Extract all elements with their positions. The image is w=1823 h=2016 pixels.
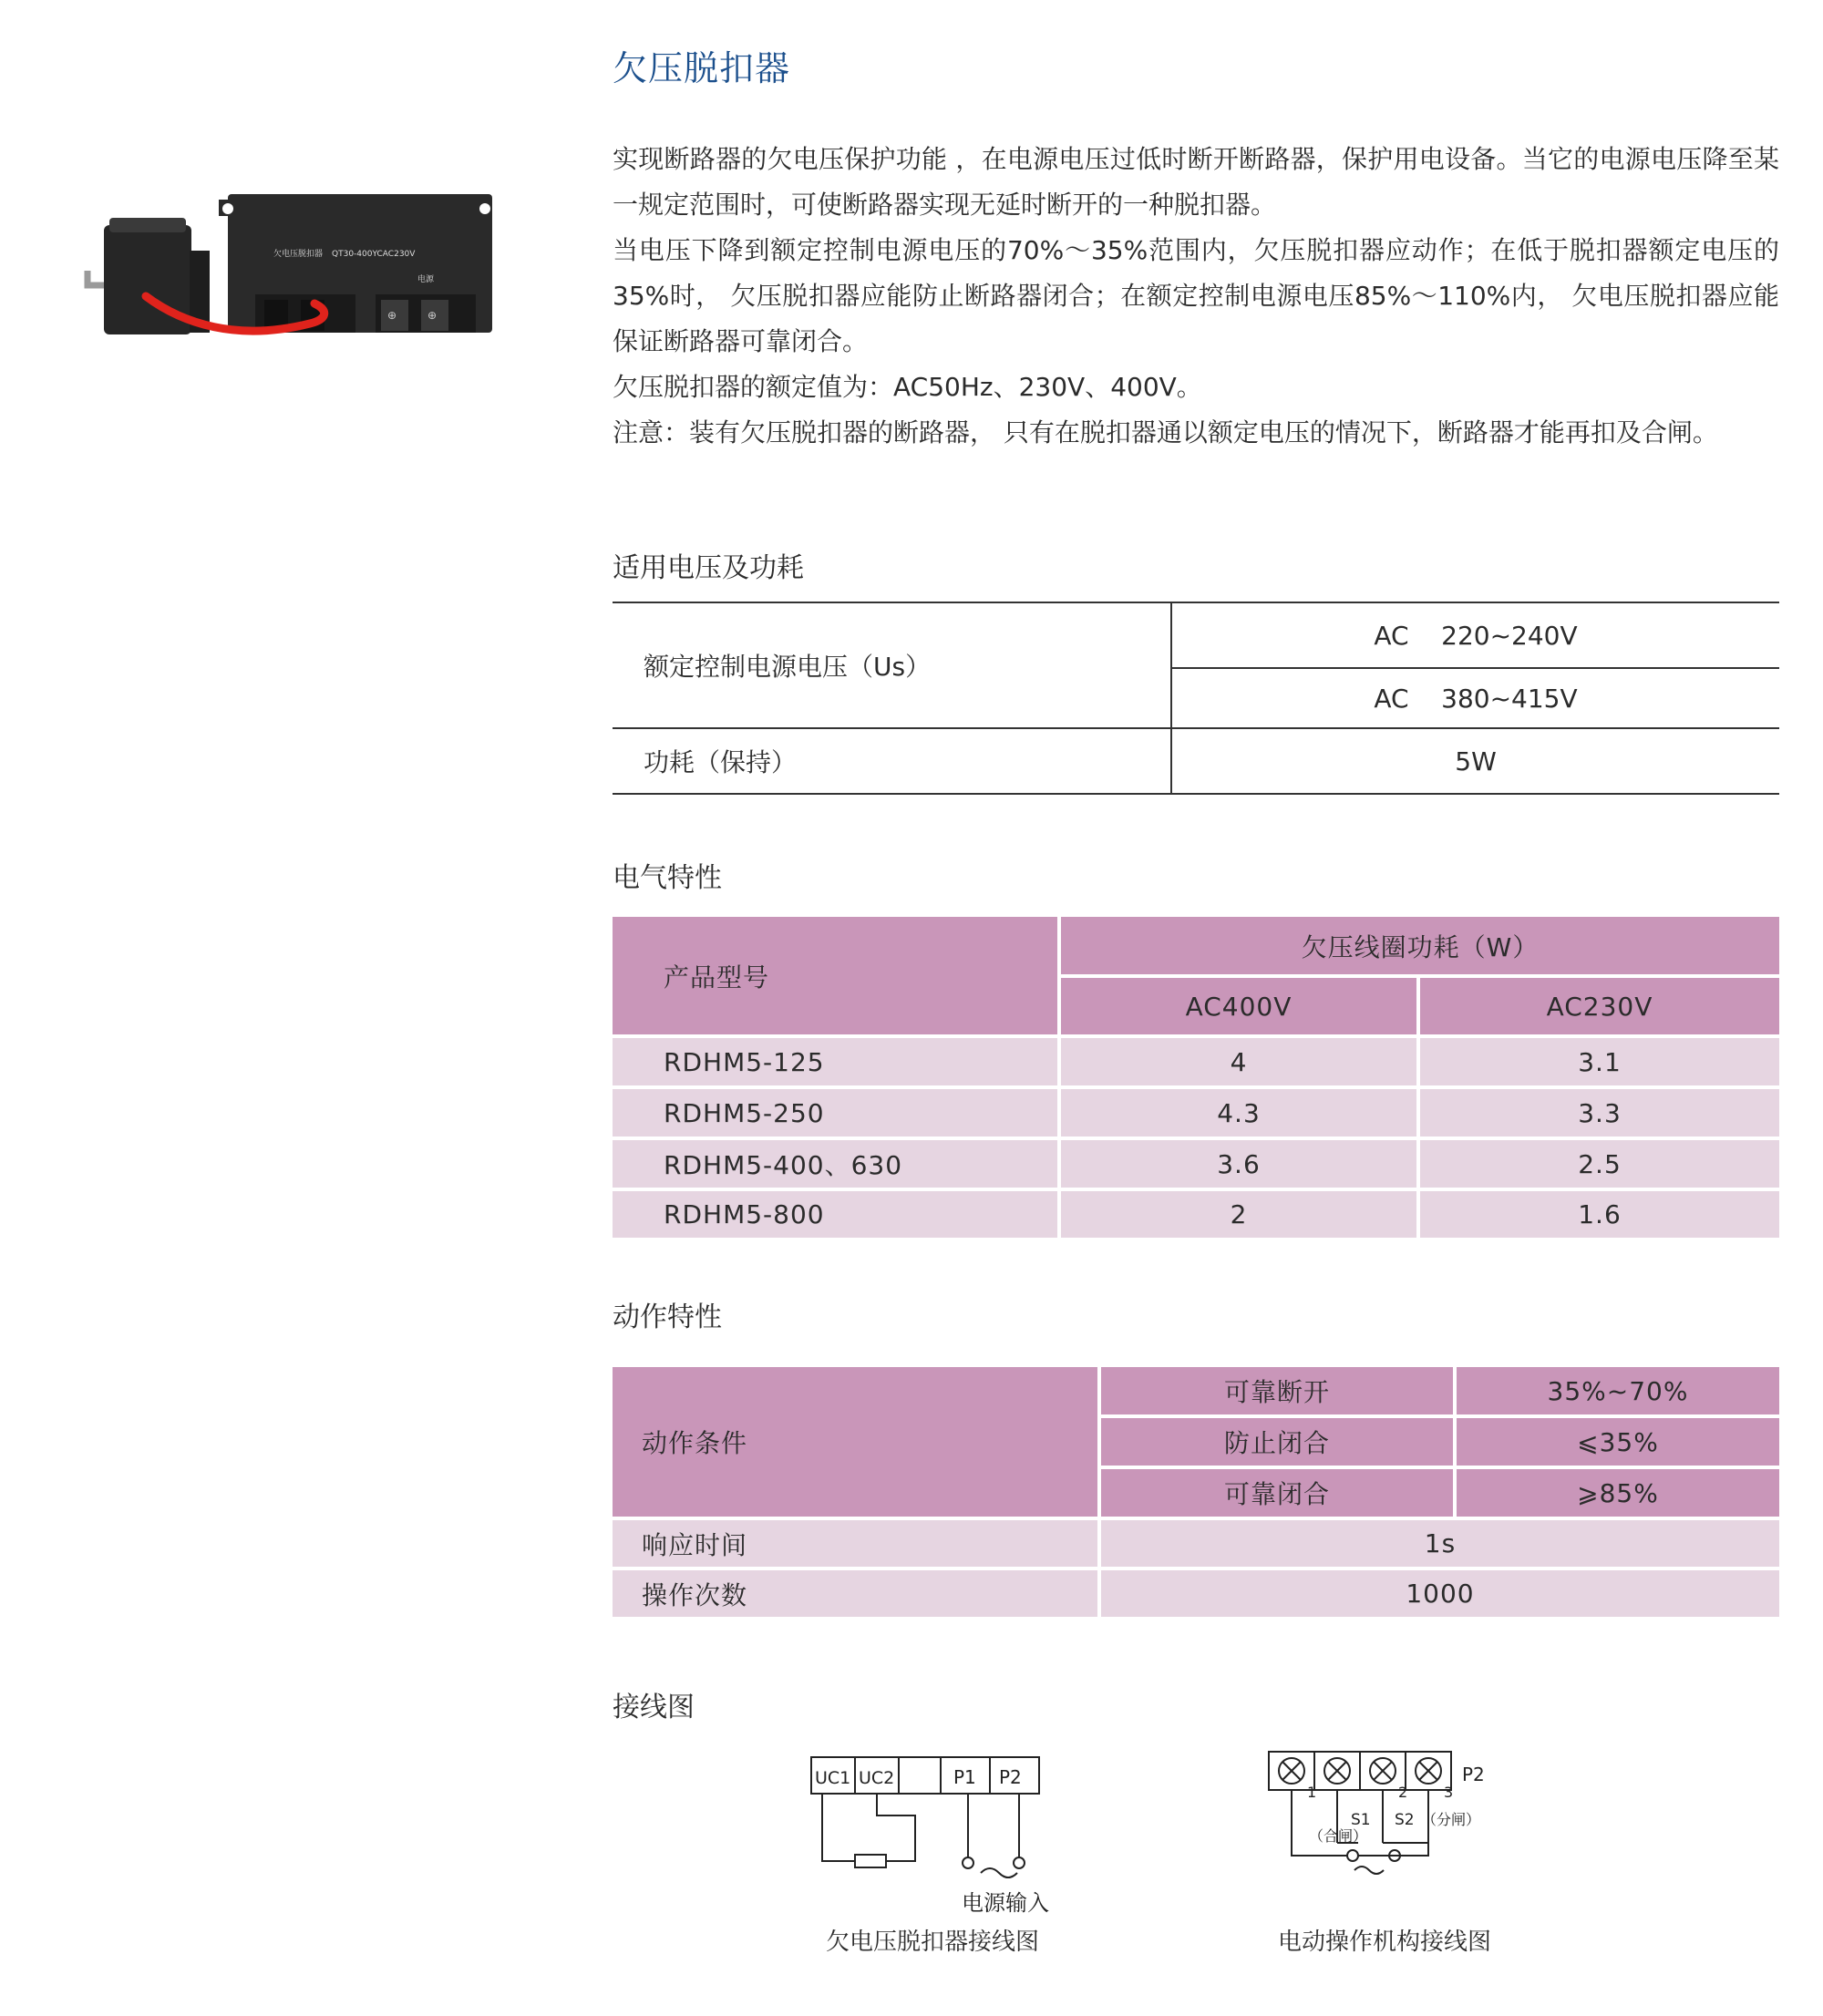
coil-power-header: 欠压线圈功耗（W） xyxy=(1061,917,1779,974)
description-paragraph: 欠压脱扣器的额定值为：AC50Hz、230V、400V。 xyxy=(613,372,1202,402)
table-cell-ac400: 4.3 xyxy=(1061,1089,1416,1137)
power-input-label: 电源输入 xyxy=(962,1890,1049,1916)
action-table xyxy=(613,1367,1779,1617)
voltage-value: AC 220~240V xyxy=(1374,620,1578,651)
page-title: 欠压脱扣器 xyxy=(613,48,791,88)
motor-operator-wiring-diagram xyxy=(1258,1744,1522,1908)
svg-text:⊕: ⊕ xyxy=(387,309,397,322)
response-time-value: 1s xyxy=(1101,1520,1779,1567)
terminal-number: 2 xyxy=(1398,1784,1408,1801)
switch-s2-label: S2 xyxy=(1395,1811,1415,1829)
power-label: 功耗（保持） xyxy=(644,747,798,777)
svg-text:⊕: ⊕ xyxy=(427,309,438,322)
description-paragraph: 注意：装有欠压脱扣器的断路器， 只有在脱扣器通以额定电压的情况下，断路器才能再扣及合闸。 xyxy=(613,417,1718,447)
table-cell-model: RDHM5-800 xyxy=(613,1191,1057,1238)
voltage-table xyxy=(613,602,1779,795)
condition-value: ⩽35% xyxy=(1457,1418,1779,1466)
voltage-table-heading: 适用电压及功耗 xyxy=(613,552,804,584)
wiring-heading: 接线图 xyxy=(613,1692,695,1723)
condition-label: 动作条件 xyxy=(613,1367,1097,1517)
terminal-label: P1 xyxy=(953,1766,976,1788)
product-label-text: 欠电压脱扣器 QT30-400YCAC230V xyxy=(273,250,416,259)
undervoltage-release-product-image xyxy=(82,187,492,351)
description xyxy=(613,137,1779,456)
terminal-label: UC2 xyxy=(859,1768,895,1788)
condition-name: 可靠闭合 xyxy=(1101,1469,1453,1517)
condition-name: 防止闭合 xyxy=(1101,1418,1453,1466)
undervoltage-wiring-caption: 欠电压脱扣器接线图 xyxy=(826,1929,1040,1956)
table-cell-ac230: 2.5 xyxy=(1420,1140,1779,1188)
voltage-label: 额定控制电源电压（Us） xyxy=(644,652,932,682)
description-paragraph: 实现断路器的欠电压保护功能 ，在电源电压过低时断开断路器，保护用电设备。当它的电源电压降至某一规定范围时，可使断路器实现无延时断开的一种脱扣器。 xyxy=(613,144,1779,220)
table-cell-model: RDHM5-400、630 xyxy=(613,1140,1057,1188)
table-cell-ac400: 4 xyxy=(1061,1038,1416,1085)
table-cell-ac230: 3.3 xyxy=(1420,1089,1779,1137)
action-heading: 动作特性 xyxy=(613,1301,722,1333)
electrical-heading: 电气特性 xyxy=(613,862,722,894)
table-cell-ac400: 2 xyxy=(1061,1191,1416,1238)
undervoltage-wiring-diagram xyxy=(802,1750,1094,1941)
model-header: 产品型号 xyxy=(613,917,1057,1034)
condition-name: 可靠断开 xyxy=(1101,1367,1453,1414)
response-time-label: 响应时间 xyxy=(613,1520,1097,1567)
terminal-number: 1 xyxy=(1307,1784,1317,1801)
product-power-text: 电源 xyxy=(417,275,435,284)
operation-count-value: 1000 xyxy=(1101,1570,1779,1617)
table-cell-model: RDHM5-125 xyxy=(613,1038,1057,1085)
table-cell-ac230: 3.1 xyxy=(1420,1038,1779,1085)
voltage-value: AC 380~415V xyxy=(1374,683,1578,714)
electrical-table xyxy=(613,917,1779,1238)
open-label: （分闸） xyxy=(1422,1811,1481,1828)
table-cell-ac400: 3.6 xyxy=(1061,1140,1416,1188)
operation-count-label: 操作次数 xyxy=(613,1570,1097,1617)
terminal-label: UC1 xyxy=(815,1768,851,1788)
condition-value: 35%~70% xyxy=(1457,1367,1779,1414)
ac400v-header: AC400V xyxy=(1061,978,1416,1034)
condition-value: ⩾85% xyxy=(1457,1469,1779,1517)
terminal-number: 3 xyxy=(1444,1784,1454,1801)
description-paragraph: 当电压下降到额定控制电源电压的70%～35%范围内，欠压脱扣器应动作；在低于脱扣器额定电压的35%时， 欠压脱扣器应能防止断路器闭合；在额定控制电源电压85%～110%内， 欠电压脱扣器应能保证断路器可靠闭合。 xyxy=(613,235,1779,356)
terminal-label: P2 xyxy=(999,1766,1022,1788)
table-cell-ac230: 1.6 xyxy=(1420,1191,1779,1238)
table-cell-model: RDHM5-250 xyxy=(613,1089,1057,1137)
terminal-p2-label: P2 xyxy=(1462,1764,1485,1785)
ac230v-header: AC230V xyxy=(1420,978,1779,1034)
motor-operator-wiring-caption: 电动操作机构接线图 xyxy=(1278,1929,1492,1956)
switch-s1-label: S1 xyxy=(1351,1811,1371,1829)
close-label: （合闸） xyxy=(1309,1827,1368,1845)
power-value: 5W xyxy=(1455,746,1497,777)
